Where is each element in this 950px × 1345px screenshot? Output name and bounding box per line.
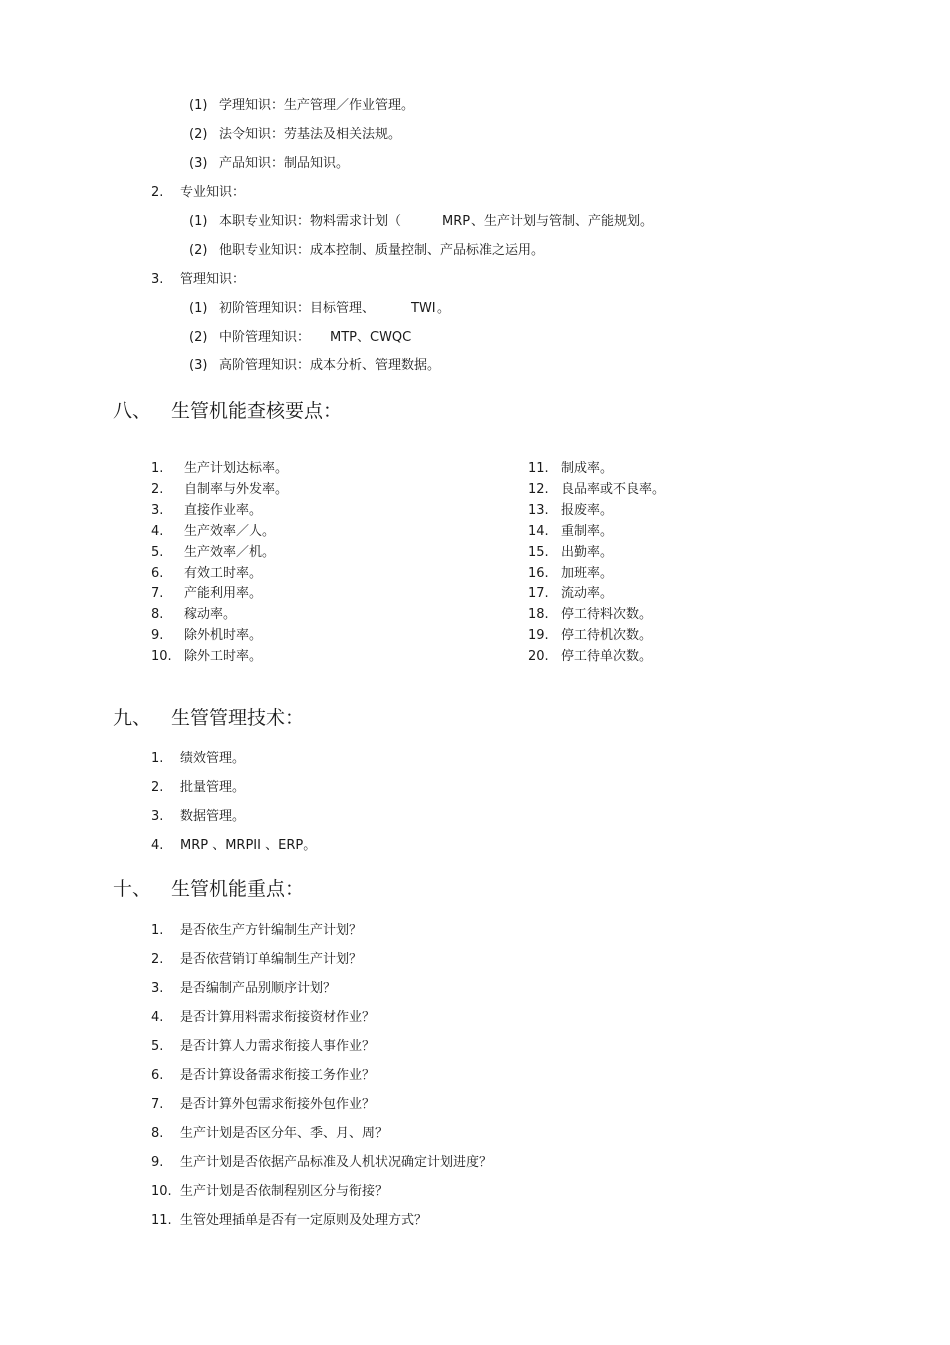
section-heading: 八、 生管机能查核要点： [113, 400, 343, 422]
section-heading: 十、 生管机能重点： [113, 878, 305, 900]
section-heading: 九、 生管管理技术： [113, 707, 305, 729]
